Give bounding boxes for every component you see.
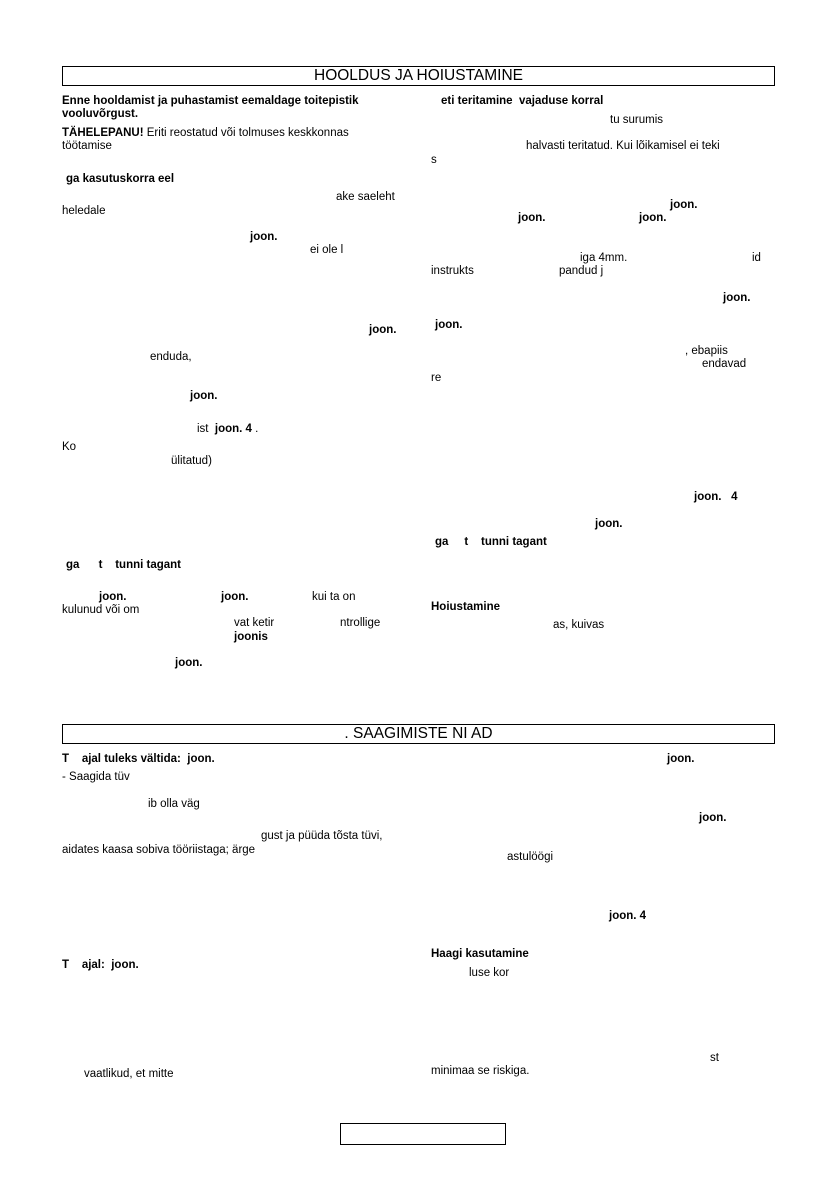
fragment-text: s [431, 154, 437, 166]
fragment-text: iga 4mm. [580, 252, 628, 264]
subheading-sharpening [441, 95, 603, 108]
fragment-text: kulunud või om [62, 604, 140, 616]
figure-ref: joon. [639, 212, 667, 224]
figure-ref: joon. [190, 390, 218, 402]
figure-ref: joon. [221, 591, 249, 603]
figure-ref: joon. 4 [214, 423, 252, 435]
subheading-part: eti teritamine [441, 95, 513, 107]
fragment-text: minimaa se riskiga. [431, 1065, 530, 1077]
fragment-text: vaatlikud, et mitte [84, 1068, 174, 1080]
subheading-before-use: ga kasutuskorra eel [66, 173, 175, 185]
fragment-text: , ebapiis [685, 345, 728, 357]
figure-ref: joon. [187, 753, 215, 765]
figure-ref: joon. [175, 657, 203, 669]
figure-ref: 4 [731, 491, 738, 503]
figure-ref: joon. 4 [609, 910, 647, 922]
attention-text: Eriti reostatud või tolmuses keskkonnas [146, 127, 349, 139]
fragment-text [197, 423, 258, 436]
figure-ref: joon. [435, 319, 463, 331]
heading-during [62, 959, 139, 972]
figure-ref: joon. [694, 491, 722, 503]
fragment-text: ei ole l [310, 244, 344, 256]
fragment-text: enduda, [150, 351, 192, 363]
fragment-text: as, kuivas [553, 619, 605, 631]
fragment-text: endavad [702, 358, 747, 370]
subheading-hook-use: Haagi kasutamine [431, 948, 529, 960]
fragment-text: st [710, 1052, 719, 1064]
figure-ref: joon. [723, 292, 751, 304]
figure-ref: joon. [595, 518, 623, 530]
figure-ref: joon. [699, 812, 727, 824]
fragment-text: ist [197, 423, 209, 435]
fragment-text: ntrollige [340, 617, 381, 629]
fragment-text: ib olla väg [148, 798, 200, 810]
fragment-text: instrukts [431, 265, 474, 277]
fragment-text: - Saagida tüv [62, 771, 130, 783]
fragment-text: ülitatud) [171, 455, 212, 467]
heading-part: T [62, 959, 70, 971]
fragment-text: gust ja püüda tõsta tüvi, [261, 830, 383, 842]
fragment-text: pandud j [559, 265, 604, 277]
figure-ref: joon. [250, 231, 278, 243]
section-title-sawing: . SAAGIMISTE NI AD [62, 724, 775, 744]
fragment-text: heledale [62, 205, 106, 217]
fragment-text: tu surumis [610, 114, 664, 126]
figure-ref: joon. [369, 324, 397, 336]
fragment-text: id [752, 252, 761, 264]
fragment-text: halvasti teritatud. Kui lõikamisel ei teki [526, 140, 720, 152]
fragment-text: re [431, 372, 442, 384]
attention-label: TÄHELEPANU! [62, 127, 144, 139]
section-title-maintenance: HOOLDUS JA HOIUSTAMINE [62, 66, 775, 86]
subheading-part: vajaduse korral [518, 95, 604, 107]
fragment-text: vat ketir [234, 617, 275, 629]
subheading-storage: Hoiustamine [431, 601, 501, 613]
fragment-text: kui ta on [312, 591, 356, 603]
heading-avoid [62, 753, 215, 766]
warning-unplug-line1: Enne hooldamist ja puhastamist eemaldage toitepistik [62, 95, 359, 107]
fragment-text: ake saeleht [336, 191, 395, 203]
attention-note [62, 127, 349, 140]
page-number-box [340, 1123, 506, 1145]
figure-ref: joon. [670, 199, 698, 211]
figure-ref: joon. [99, 591, 127, 603]
fragment-text: astulöögi [507, 851, 554, 863]
figure-ref: joon. [111, 959, 139, 971]
fragment-text: Ko [62, 441, 77, 453]
warning-unplug-line2: vooluvõrgust. [62, 108, 139, 120]
figure-ref [694, 491, 737, 504]
subheading-interval [66, 559, 181, 572]
subheading-part: t [98, 559, 103, 571]
subheading-part: tunni tagant [481, 536, 547, 548]
subheading-part: ga [66, 559, 80, 571]
heading-part: ajal: [81, 959, 105, 971]
fragment-text: aidates kaasa sobiva tööriistaga; ärge [62, 844, 256, 856]
subheading-interval [435, 536, 547, 549]
heading-part: ajal tuleks vältida: [81, 753, 181, 765]
subheading-part: t [464, 536, 469, 548]
figure-ref: joonis [234, 631, 268, 643]
attention-text-line2: töötamise [62, 140, 112, 152]
fragment-text: luse kor [469, 967, 510, 979]
figure-ref: joon. [518, 212, 546, 224]
subheading-part: ga [435, 536, 449, 548]
heading-part: T [62, 753, 70, 765]
fragment-text: . [255, 423, 259, 435]
subheading-part: tunni tagant [115, 559, 182, 571]
figure-ref: joon. [667, 753, 695, 765]
